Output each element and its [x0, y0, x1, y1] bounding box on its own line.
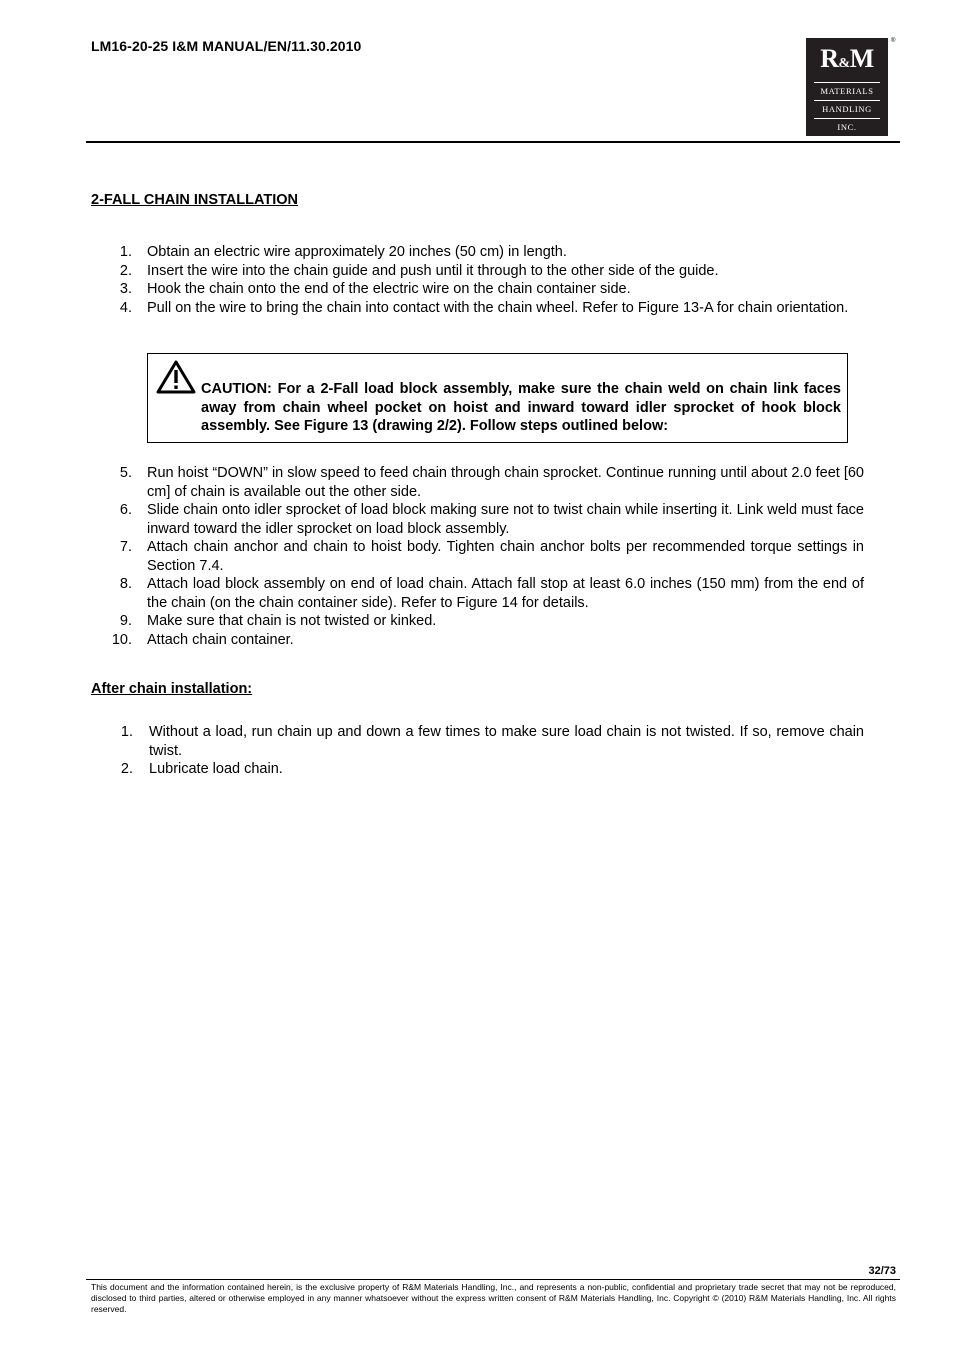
list-item: 7. Attach chain anchor and chain to hoist body. Tighten chain anchor bolts per recommended torque settings in Section 7.4. [119, 539, 864, 574]
caution-box [147, 353, 848, 443]
header-divider [86, 141, 900, 143]
footer-divider [86, 1279, 900, 1280]
caution-text: CAUTION: For a 2-Fall load block assembly, make sure the chain weld on chain link faces away from chain wheel pocket on hoist and inward toward idler sprocket of hook block assembly. See Figure 13 (drawing 2/2). Follow steps outlined below: [201, 381, 841, 434]
legal-notice: This document and the information contained herein, is the exclusive property of R&M Materials Handling, Inc., and represents a non-public, confidential and proprietary trade secret that may not be reproduced, disclosed to third parties, altered or otherwise employed in any manner whatsoever without the express written consent of R&M Materials Handling, Inc. Copyright © (2010) R&M Materials Handling, Inc. All rights reserved. [91, 1282, 896, 1314]
rm-logo [806, 38, 888, 136]
list-item: 5. Run hoist “DOWN” in slow speed to feed chain through chain sprocket. Continue running until about 2.0 feet [60 cm] of chain is available out the other side. [119, 465, 864, 500]
section-title: 2-FALL CHAIN INSTALLATION [91, 192, 299, 208]
logo-line-handling: HANDLING [814, 100, 880, 118]
logo-brand: R&M [820, 44, 874, 73]
list-item: 2. Lubricate load chain. [120, 761, 283, 777]
list-item: 4. Pull on the wire to bring the chain into contact with the chain wheel. Refer to Figure 13-A for chain orientation. [119, 299, 849, 316]
steps-list-part1 [91, 243, 864, 317]
list-item: 6. Slide chain onto idler sprocket of load block making sure not to twist chain while inserting it. Link weld must face inward toward the idler sprocket on load block assembly. [119, 502, 864, 537]
warning-triangle-icon [156, 360, 196, 394]
logo-line-inc: INC. [814, 118, 880, 136]
after-installation-heading: After chain installation: [91, 681, 253, 697]
steps-list-part2 [91, 464, 864, 649]
list-item: 1. Without a load, run chain up and down a few times to make sure load chain is not twisted. If so, remove chain twist. [120, 724, 864, 759]
document-id: LM16-20-25 I&M MANUAL/EN/11.30.2010 [91, 38, 362, 54]
list-item: 2. Insert the wire into the chain guide and push until it through to the other side of the guide. [119, 262, 719, 279]
list-item: 8. Attach load block assembly on end of load chain. Attach fall stop at least 6.0 inches (150 mm) from the end of the chain (on the chain container side). Refer to Figure 14 for details. [119, 576, 864, 611]
page-number: 32/73 [868, 1265, 896, 1277]
logo-line-materials: MATERIALS [814, 82, 880, 100]
list-item: 9. Make sure that chain is not twisted or kinked. [119, 613, 437, 629]
after-steps-list [91, 723, 864, 779]
list-item: 3. Hook the chain onto the end of the electric wire on the chain container side. [119, 281, 631, 297]
list-item: 1. Obtain an electric wire approximately 20 inches (50 cm) in length. [119, 244, 567, 260]
list-item: 10. Attach chain container. [111, 631, 294, 648]
registered-mark: ® [891, 38, 896, 44]
